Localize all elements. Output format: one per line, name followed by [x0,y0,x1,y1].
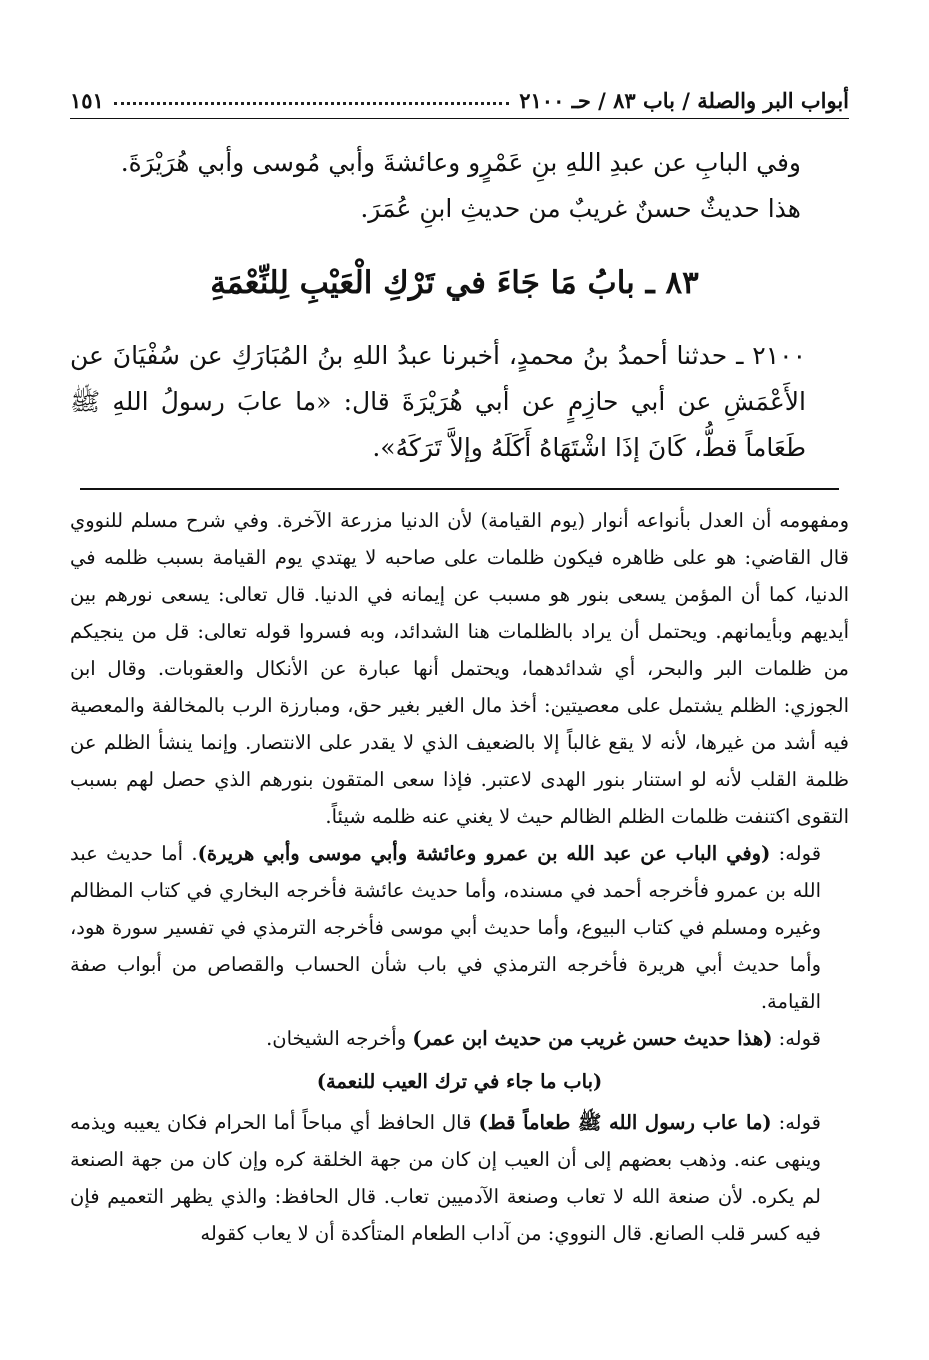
chapter-heading: ٨٣ ـ بابُ مَا جَاءَ في تَرْكِ الْعَيْبِ لِلنِّعْمَةِ [210,265,699,301]
matn-block-top [80,140,829,232]
matn-line-1: وفي البابِ عن عبدِ اللهِ بنِ عَمْرٍو وعائشةَ وأبي مُوسى وأبي هُرَيْرَةَ. [120,148,801,177]
commentary-block [70,502,849,1252]
commentary-paragraph-1: ومفهومه أن العدل بأنواعه أنوار (يوم القيامة) لأن الدنيا مزرعة الآخرة. وفي شرح مسلم للنووي قال القاضي: هو على ظاهره فيكون ظلمات على صاحبه لا يهتدي يوم القيامة بسبب ظلمه في الدنيا، كما أن المؤمن يسعى بنور هو مسبب عن إيمانه في الدنيا. قال تعالى: يسعى نورهم بين أيديهم وبأيمانهم. ويحتمل أن يراد بالظلمات هنا الشدائد، وبه فسروا قوله تعالى: قل من ينجيكم من ظلمات البر والبحر، أي شدائدهما، ويحتمل أنها عبارة عن الأنكال والعقوبات. وقال ابن الجوزي: الظلم يشتمل على معصيتين: أخذ مال الغير بغير حق، ومبارزة الرب بالمخالفة والمعصية فيه أشد من غيرها، لأنه لا يقع غالباً إلا بالضعيف الذي لا يقدر على الانتصار. وإنما ينشأ الظلم عن ظلمة القلب لأنه لو استنار بنور الهدى لاعتبر. فإذا سعى المتقون بنورهم الذي حصل لهم بسبب التقوى اكتنفت ظلمات الظلم الظالم حيث لا يغني عنه ظلمه شيئاً. [70,509,849,828]
qawluhu-label: قوله: [771,1111,821,1134]
hadith-text: ٢١٠٠ ـ حدثنا أحمدُ بنُ محمدٍ، أخبرنا عبدُ اللهِ بنُ المُبَارَكِ عن سُفْيَانَ عن الأَعْمَشِ عن أبي حازِمٍ عن أبي هُرَيْرَةَ قال: «ما عابَ رسولُ اللهِ ﷺ طَعَاماً قطُّ، كَانَ إذَا اشْتَهَاهُ أَكَلَهُ وإلاَّ تَرَكَهُ». [70,341,806,462]
footnote-divider [80,488,839,490]
running-header [70,82,849,118]
quoted-matn: (هذا حديث حسن غريب من حديث ابن عمر) [412,1027,773,1050]
hadith-block [70,333,834,471]
quoted-matn: (وفي الباب عن عبد الله بن عمرو وعائشة وأبي موسى وأبي هريرة) [197,842,771,865]
matn-line-2: هذا حديثٌ حسنٌ غريبٌ من حديثِ ابنِ عُمَرَ. [360,194,801,223]
commentary-paragraph-2 [70,835,849,1020]
commentary-text: وأخرجه الشيخان. [266,1027,413,1050]
header-dot-leader [114,102,509,105]
commentary-paragraph-3 [70,1020,849,1057]
commentary-text: قال الحافظ أي مباحاً أما الحرام فكان يعيبه ويذمه وينهى عنه. وذهب بعضهم إلى أن العيب إن كان من جهة الخلقة كره وإن كان من جهة الصنعة لم يكره. لأن صنعة الله لا تعاب وصنعة الآدميين تعاب. قال الحافظ: والذي يظهر التعميم فإن فيه كسر قلب الصانع. قال النووي: من آداب الطعام المتأكدة أن لا يعاب كقوله [70,1111,821,1245]
page-number: ١٥١ [70,87,104,113]
header-title: أبواب البر والصلة / باب ٨٣ / حـ ٢١٠٠ [519,87,849,113]
qawluhu-label: قوله: [772,1027,821,1050]
commentary-text: . أما حديث عبد الله بن عمرو فأخرجه أحمد في مسنده، وأما حديث عائشة فأخرجه البخاري في كتاب المظالم وغيره ومسلم في كتاب البيوع، وأما حديث أبي موسى فأخرجه الترمذي في تفسير سورة هود، وأما حديث أبي هريرة فأخرجه الترمذي في باب شأن الحساب والقصاص من أبواب صفة القيامة. [70,842,821,1013]
commentary-paragraph-4 [70,1104,849,1252]
header-rule [70,118,849,119]
quoted-matn: (ما عاب رسول الله ﷺ طعاماً قط) [478,1111,772,1134]
qawluhu-label: قوله: [770,842,822,865]
commentary-chapter-heading: (باب ما جاء في ترك العيب للنعمة) [316,1070,603,1093]
